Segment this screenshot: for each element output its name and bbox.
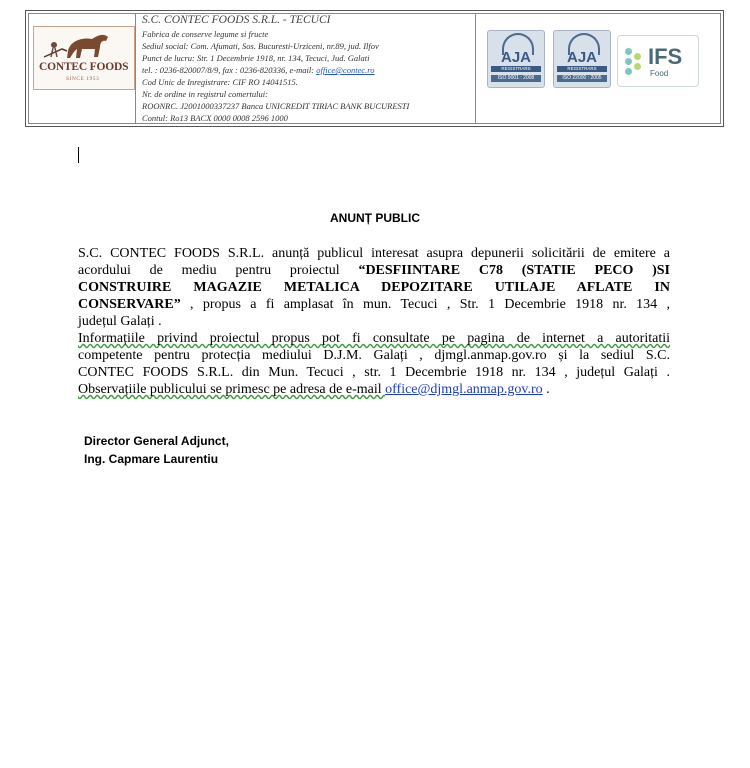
ifs-dots-icon <box>625 48 645 74</box>
notice-line: S.C. CONTEC FOODS S.R.L. anunță publicul interesat asupra depunerii solicitării de emitere a <box>78 246 670 261</box>
signature-name: Ing. Capmare Laurentiu <box>84 452 219 466</box>
observations-text: Observațiile publicului se primesc pe adresa de e-mail <box>78 382 386 397</box>
bank-account: Contul: Ro13 BACX 0000 0008 2596 1000 <box>142 113 288 123</box>
letterhead <box>25 10 724 127</box>
observations-end: . <box>542 382 550 397</box>
info-line: Informațiile privind proiectul propus pot fi consultate pe pagina de internet a autoritatii <box>78 331 670 346</box>
info-line: CONTEC FOODS S.R.L. din Mun. Tecuci , str. 1 Decembrie 1918 nr. 134 , județul Galați . <box>78 365 670 380</box>
notice-title: ANUNȚ PUBLIC <box>330 211 420 225</box>
contact-phone-fax: tel. : 0236-820007/8/9, fax : 0236-820336, e-mail: <box>142 65 317 75</box>
notice-body <box>78 245 670 398</box>
aja-iso22000-badge <box>553 30 611 88</box>
tax-id: Cod Unic de Inregistrare: CIF RO 14041515. <box>142 77 298 87</box>
ifs-sub: Food <box>650 69 669 78</box>
company-logo <box>33 26 135 90</box>
badge-standard: ISO 22000 : 2005 <box>557 75 607 82</box>
company-name: S.C. CONTEC FOODS S.R.L. - TECUCI <box>142 14 331 26</box>
company-email-link[interactable]: office@contec.ro <box>316 65 375 75</box>
notice-text: acordului de mediu pentru proiectul <box>78 263 359 278</box>
trade-register-label: Nr. de ordine in registrul comertului: <box>142 89 268 99</box>
badge-brand: AJA <box>566 49 597 66</box>
ifs-name: IFS <box>648 44 683 69</box>
project-name-end: CONSERVARE” <box>78 297 181 312</box>
notice-line <box>78 296 670 313</box>
work-point: Punct de lucru: Str. 1 Decembrie 1918, nr. 134, Tecuci, Jud. Galati <box>142 53 370 63</box>
notice-line: județul Galați . <box>78 314 162 329</box>
project-name: “DESFIINTARE C78 (STATIE PECO )SI <box>358 263 670 278</box>
signature-role: Director General Adjunct, <box>84 434 229 448</box>
badge-registrars: REGISTRARS <box>557 66 607 72</box>
info-line: competente pentru protecția mediului D.J.M. Galați , djmgl.anmap.gov.ro și la sediul S.C. <box>78 348 670 363</box>
logo-text: CONTEC FOODS <box>39 61 129 73</box>
company-details <box>138 14 473 123</box>
letterhead-frame <box>28 13 721 124</box>
badge-brand: AJA <box>500 49 531 66</box>
registered-office: Sediul social: Com. Afumati, Sos. Bucuresti-Urziceni, nr.89, jud. Ilfov <box>142 41 379 51</box>
observations-line <box>78 381 670 398</box>
company-activity: Fabrica de conserve legume si fructe <box>142 29 269 39</box>
divider <box>135 14 136 123</box>
aja-iso9001-badge <box>487 30 545 88</box>
authority-email-link[interactable]: office@djmgl.anmap.gov.ro <box>385 382 543 397</box>
project-name-cont: CONSTRUIRE MAGAZIE METALICA DEPOZITARE UTILAJE AFLATE IN <box>78 280 670 295</box>
logo-since: SINCE 1953 <box>66 76 100 82</box>
horse-plough-illustration <box>34 27 134 61</box>
notice-line <box>78 262 670 279</box>
ifs-food-logo <box>617 35 699 87</box>
certifications <box>475 14 720 123</box>
notice-text: , propus a fi amplasat în mun. Tecuci , Str. 1 Decembrie 1918 nr. 134 , <box>180 297 670 312</box>
registry-bank: ROONRC. J2001000337237 Banca UNICREDIT TIRIAC BANK BUCURESTI <box>142 101 410 111</box>
text-cursor <box>78 147 79 163</box>
contact-line <box>142 65 374 75</box>
badge-registrars: REGISTRARS <box>491 66 541 72</box>
badge-standard: ISO 9001 : 2008 <box>491 75 541 82</box>
logo-cell <box>29 14 135 123</box>
